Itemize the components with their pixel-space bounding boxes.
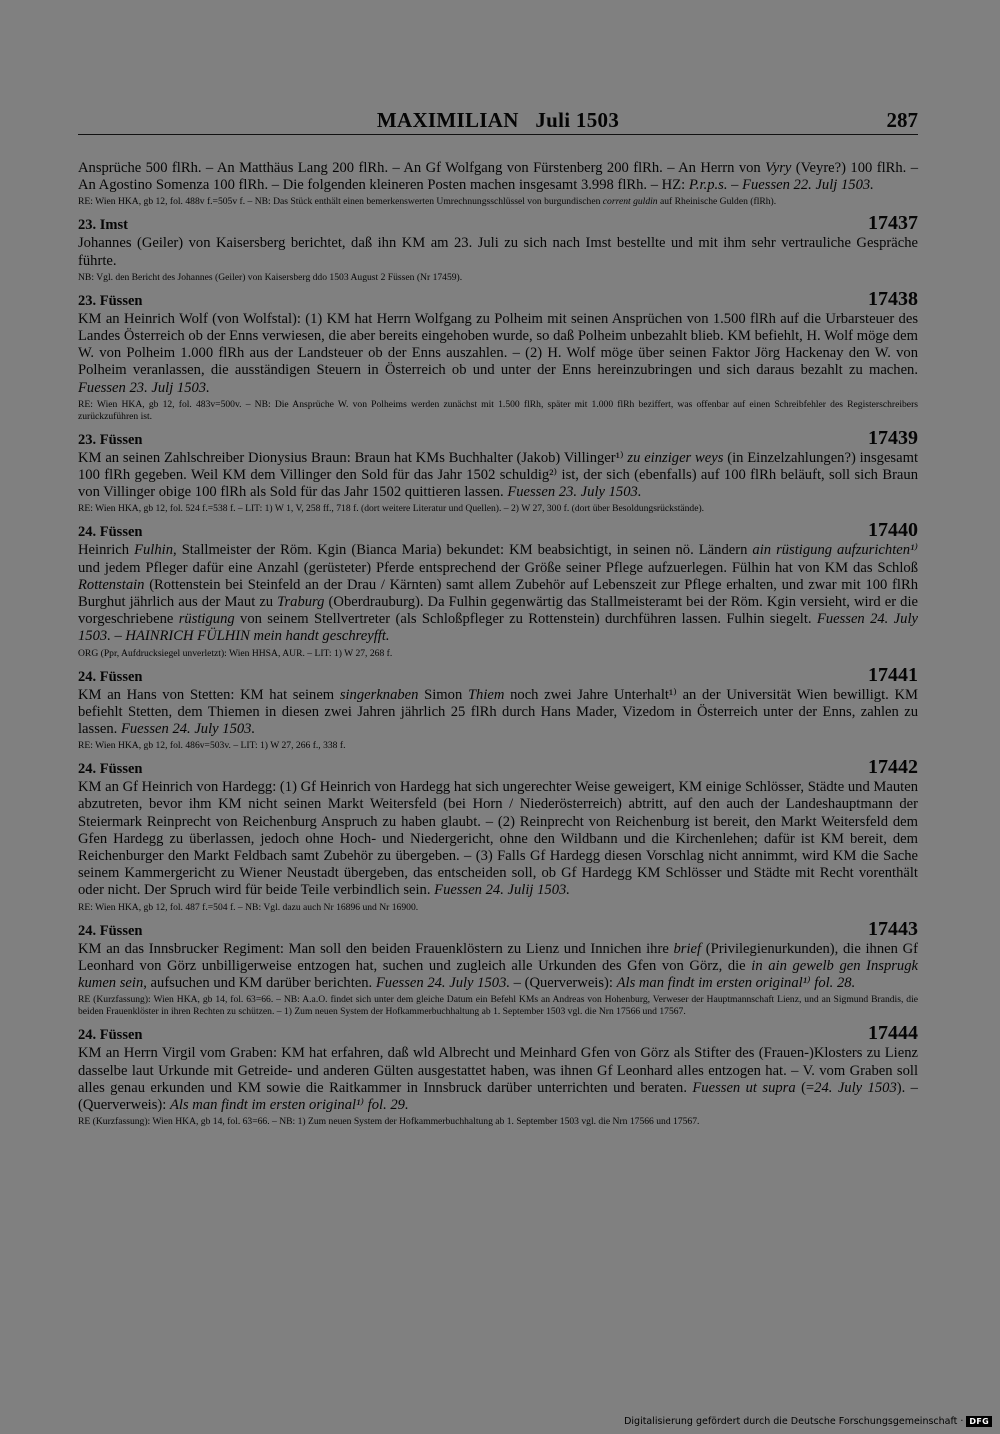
text-run: , Stallmeister der Röm. Kgin (Bianca Maria) bekundet: KM beabsichtigt, in seinen nö. Ländern [173, 542, 753, 559]
italic-run: zu einziger weys [627, 449, 724, 466]
italic-run: corrent guldin [602, 196, 658, 208]
italic-run: Fuessen 23. July 1503. [507, 484, 642, 501]
text-run: KM an Heinrich Wolf (von Wolfstal): (1) KM hat Herrn Wolfgang zu Polheim mit seinen Ansprüchen von 1.500 flRh auf die Urbarsteuer des Landes Österreich ob der Enns verwiesen, die aber bereits eingehoben wurde, so daß Polheim unbezahlt blieb. KM befiehlt, H. Wolf möge dem W. von Polheim 1.000 flRh aus der Landsteuer ob der Enns auszahlen. – (2) H. Wolf möge über seinen Faktor Jörg Hackenay den W. von Polheim veranlassen, die ausständigen Steuern in Österreich ob und unter der Enns hereinzubringen und sich daraus bezahlt zu machen. [78, 310, 918, 379]
text-run: – (Querverweis): [510, 975, 617, 992]
text-run: RE: Wien HKA, gb 12, fol. 486v=503v. – LIT: 1) W 27, 266 f., 338 f. [78, 740, 346, 752]
entry-text [78, 311, 918, 397]
text-run: Simon [418, 686, 468, 703]
text-run: KM an Herrn Virgil vom Graben: KM hat erfahren, daß wld Albrecht und Meinhard Gfen von Görz als Stifter des (Frauen-)Klosters zu Lienz dasselbe laut Urkunde mit Getreide- und anderen Gülten ausgestattet haben, was ihnen Gf Leonhard alles entzogen hat. – V. vom Graben soll alles genau erkunden und KM sowie die Raitkammer in Innsbruck darüber unterrichten und beraten. [78, 1045, 918, 1096]
text-run: (= [795, 1079, 815, 1096]
entry-heading [78, 663, 918, 687]
entry-number: 17444 [868, 1022, 918, 1045]
italic-run: Fulhin [134, 542, 174, 559]
italic-run: in ain gewelb gen Insprugk kumen sein [78, 957, 919, 992]
entry-date-place: 23. Füssen [78, 431, 143, 448]
entry-number: 17437 [868, 212, 918, 235]
entry-number: 17440 [868, 519, 918, 542]
entry-text [78, 542, 918, 645]
text-run: und jedem Pfleger dafür eine Anzahl (gerüsteter) Pferde entsprechend der Größe seiner Pflege aufzuerlegen. Fülhin hat von KM das Schloß [78, 559, 918, 576]
italic-run: Rottenstain [78, 576, 145, 593]
italic-run: Fuessen 24. Julij 1503. [434, 882, 570, 899]
header-rule [78, 134, 918, 135]
text-run: KM an Hans von Stetten: KM hat seinem [78, 686, 340, 703]
entry-heading [78, 758, 918, 779]
italic-run: Fuessen 24. July 1503. – HAINRICH FÜLHIN mein handt geschreyfft. [78, 611, 918, 645]
text-run: ORG (Ppr, Aufdrucksiegel unverletzt): Wien HHSA, AUR. – LIT: 1) W 27, 268 f. [78, 647, 393, 659]
regest-entry [78, 287, 918, 423]
regest-entry [78, 758, 918, 913]
entry-date-place: 24. Füssen [78, 922, 143, 939]
entry-note [78, 503, 918, 515]
italic-run: Fuessen 24. July 1503. [375, 975, 511, 992]
entry-date-place: 24. Füssen [78, 524, 143, 541]
entry-heading [78, 1024, 918, 1045]
text-run: (in Einzelzahlungen?) insgesamt 100 flRh gegeben. Weil KM dem Villinger den Sold für das Jahr 1502 schuldig²⁾ ist, der sich (ebenfalls) auf 100 flRh beläuft, soll sich Braun von Villinger obige 100 flRh als Sold für das Jahr 1502 quittieren lassen. [78, 449, 918, 501]
entry-note [78, 272, 918, 284]
entry-number: 17442 [868, 756, 918, 779]
entry-number: 17438 [868, 287, 918, 310]
italic-run: P.r.p.s. – Fuessen 22. Julj 1503. [688, 177, 874, 194]
regest-entry [78, 1024, 918, 1128]
entry-date-place: 24. Füssen [78, 668, 143, 685]
text-run: RE: Wien HKA, gb 12, fol. 483v=500v. – NB: Die Ansprüche W. von Polheims werden zunächst mit 1.500 flRh, später mit 1.000 flRh beziffert, was offenbar auf einen Schreibfehler des Registerschreibers zurückzuführen ist. [78, 398, 918, 422]
text-run: , aufsuchen und KM darüber berichten. [143, 975, 376, 992]
intro-text [78, 160, 918, 194]
text-run: (Veyre?) 100 flRh. – An Agostino Somenza 100 flRh. – Die folgenden kleineren Posten machen insgesamt 3.998 flRh. – HZ: [78, 160, 919, 194]
italic-run: Thiem [467, 686, 505, 703]
italic-run: Vyry [765, 160, 792, 176]
entry-date-place: 24. Füssen [78, 1027, 143, 1044]
intro-continuation [78, 160, 918, 208]
text-run: RE (Kurzfassung): Wien HKA, gb 14, fol. 63=66. – NB: 1) Zum neuen System der Hofkammerbuchhaltung ab 1. September 1503 vgl. die Nrn 17566 und 17567. [78, 1116, 700, 1128]
entry-text [78, 450, 918, 502]
regest-entry [78, 917, 919, 1019]
text-run: RE: Wien HKA, gb 12, fol. 488v f.=505v f. – NB: Das Stück enthält einen bemerkenswerten Umrechnungsschlüssel von burgundischen [78, 196, 603, 208]
entry-date-place: 24. Füssen [78, 761, 143, 778]
entry-number: 17439 [868, 426, 918, 449]
running-title: MAXIMILIAN Juli 1503 [376, 108, 620, 132]
regesten-column [78, 160, 918, 1134]
entry-heading [78, 426, 918, 450]
entry-number: 17441 [868, 663, 918, 686]
text-run: KM an Gf Heinrich von Hardegg: (1) Gf Heinrich von Hardegg hat sich ungerechter Weise geweigert, KM einige Schlösser, Städte und Mauten abzutreten, bevor ihm KM nicht seinen Markt Weitersfeld (bei Horn / Niederösterreich) abtritt, auf den auch der Landeshauptmann der Steiermark Reinprecht von Reichenburg Anspruch zu haben glaubt. – (2) Reinprecht von Reichenburg ist bereit, den Markt Weitersfeld dem Gfen Hardegg zu überlassen, jedoch ohne Hoch- und Niedergericht, ohne den Wildbann und die Kirchenlehen; dafür ist KM bereit, dem Reichenburger den Markt Feldbach samt Zubehör zu übergeben. – (3) Falls Gf Hardegg diesen Vorschlag nicht annimmt, wird KM die Sache seinem Kammergericht zu Wiener Neustadt übergeben, das entscheiden soll, ob Gf Hardegg KM Schlösser und Städte mit Recht vorenthält oder nicht. Der Spruch wird für beide Teile verbindlich sein. [78, 779, 918, 899]
italic-run: brief [673, 940, 702, 957]
text-run: (Rottenstein bei Steinfeld an der Drau / Kärnten) samt allem Zubehör auf Lebenszeit zur Pflege erhalten, und zwar mit 100 flRh Burghut jährlich aus der Maut zu [78, 576, 918, 611]
text-run: NB: Vgl. den Bericht des Johannes (Geiler) von Kaisersberg ddo 1503 August 2 Füssen (Nr 17459). [78, 271, 463, 283]
entry-note [78, 1116, 918, 1128]
entry-heading [78, 214, 918, 235]
entry-number: 17443 [868, 917, 918, 940]
italic-run: 24. July 1503 [814, 1079, 897, 1096]
text-run: von seinem Stellvertreter (als Schloßpfleger zu Rottenstein) durchführen lassen. Fulhin siegelt. [234, 611, 817, 628]
italic-run: Als man findt im ersten original¹⁾ fol. 28. [616, 975, 856, 992]
entry-text [78, 235, 918, 269]
entry-heading [78, 917, 918, 941]
text-run: Heinrich [78, 542, 135, 559]
regest-entry [78, 426, 918, 516]
regest-entry [78, 521, 918, 659]
text-run: KM an das Innsbrucker Regiment: Man soll den beiden Frauenklöstern zu Lienz und Innichen ihre [78, 940, 674, 957]
italic-run: Traburg [277, 594, 325, 611]
text-run: Johannes (Geiler) von Kaisersberg berichtet, daß ihn KM am 23. Juli zu sich nach Imst bestellte und mit ihm sehr vertrauliche Gespräche führte. [78, 235, 918, 269]
entry-date-place: 23. Füssen [78, 292, 143, 309]
text-run: Ansprüche 500 flRh. – An Matthäus Lang 200 flRh. – An Gf Wolfgang von Fürstenberg 200 flRh. – An Herrn von [78, 160, 766, 176]
footer-credit [624, 1414, 992, 1428]
italic-run: Fuessen ut supra [692, 1079, 796, 1096]
text-run: RE: Wien HKA, gb 12, fol. 524 f.=538 f. – LIT: 1) W 1, V, 258 ff., 718 f. (dort weitere Literatur und Quellen). – 2) W 27, 300 f. (dort über Besoldungsrückstände). [78, 503, 705, 515]
entry-date-place: 23. Imst [78, 217, 128, 234]
entry-text [78, 1045, 918, 1114]
page-number: 287 [886, 108, 918, 132]
entry-note [78, 648, 918, 660]
entry-heading [78, 287, 918, 311]
entry-text [78, 941, 918, 993]
footer-credit-text: Digitalisierung gefördert durch die Deutsche Forschungsgemeinschaft · [624, 1415, 964, 1427]
regest-entry [78, 214, 918, 283]
entry-heading [78, 521, 918, 542]
text-run: RE (Kurzfassung): Wien HKA, gb 14, fol. 63=66. – NB: A.a.O. findet sich unter dem gleiche Datum ein Befehl KMs an Andreas von Hohenburg, Verweser der Hauptmannschaft Lienz, und an Sigmund Brandis, die beiden Frauenklöster in ihren Rechten zu schützen. – 1) Zum neuen System der Hofkammerbuchhaltung ab 1. September 1503 vgl. die Nrn 17566 und 17567. [78, 994, 918, 1018]
text-run: noch zwei Jahre Unterhalt¹⁾ an der Universität Wien bewilligt. KM befiehlt Stetten, dem Thiemen in diesen zwei Jahren jährlich 25 flRh durch Hans Mader, Vizedom in Österreich unter der Enns, zahlen zu lassen. [78, 686, 918, 738]
entry-list [78, 214, 918, 1128]
regest-entry [78, 663, 918, 753]
italic-run: Fuessen 24. July 1503. [120, 721, 256, 738]
text-run: RE: Wien HKA, gb 12, fol. 487 f.=504 f. – NB: Vgl. dazu auch Nr 16896 und Nr 16900. [78, 901, 419, 913]
entry-text [78, 687, 918, 739]
text-run: auf Rheinische Gulden (flRh). [657, 196, 777, 208]
entry-note [78, 902, 918, 914]
entry-note [78, 994, 918, 1018]
italic-run: ain rüstigung aufzurichten¹⁾ [752, 542, 918, 559]
text-run: (Privilegienurkunden), die ihnen Gf Leonhard von Görz unbilligerweise entzogen hat, suchen und zugleich alle Urkunden des Gfen von Görz, die [78, 940, 918, 974]
page-header [78, 108, 918, 136]
entry-text [78, 779, 918, 899]
dfg-logo: DFG [966, 1416, 992, 1427]
italic-run: rüstigung [178, 611, 235, 628]
italic-run: Fuessen 23. Julj 1503. [78, 379, 210, 396]
entry-note [78, 399, 918, 423]
text-run: (Oberdrauburg). Da Fulhin gegenwärtig das Stallmeisteramt bei der Röm. Kgin versieht, wird er die vorgeschriebene [78, 594, 918, 628]
entry-note [78, 740, 918, 752]
intro-note [78, 196, 918, 208]
text-run: ). – (Querverweis): [78, 1079, 918, 1113]
italic-run: Als man findt im ersten original¹⁾ fol. 29. [169, 1096, 409, 1113]
text-run: KM an seinen Zahlschreiber Dionysius Braun: Braun hat KMs Buchhalter (Jakob) Villinger¹⁾ [78, 449, 628, 466]
italic-run: singerknaben [339, 686, 419, 703]
